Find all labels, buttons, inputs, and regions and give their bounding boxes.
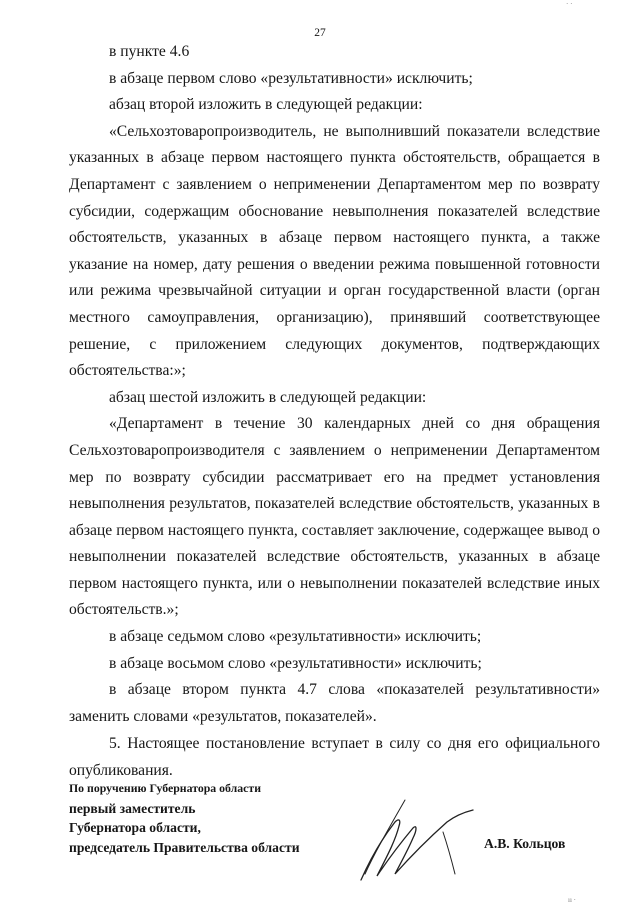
scan-artifact-top: · ·: [566, 0, 573, 8]
paragraph-4: «Сельхозтоваропроизводитель, не выполнивший показатели вследствие указанных в абзаце первом настоящего пункта обстоятельств, обращается в Департамент с заявлением о неприменении Департаментом мер по возврату субсидии, содержащим обоснование невыполнения показателей вследствие обстоятельств, указанных в абзаце первом настоящего пункта, а также указание на номер, дату решения о введении режима повышенной готовности или режима чрезвычайной ситуации и орган государственной власти (орган местного самоуправления, организацию), принявший соответствующее решение, с приложением следующих документов, подтверждающих обстоятельства:»;: [69, 122, 600, 380]
handwritten-signature: [355, 792, 485, 887]
signatory-line-3: Губернатора области,: [69, 820, 201, 835]
paragraph-2: в абзаце первом слово «результативности» исключить;: [109, 69, 473, 87]
paragraph-8: в абзаце восьмом слово «результативности» исключить;: [109, 654, 482, 672]
signatory-title: [69, 779, 300, 857]
paragraph-10: 5. Настоящее постановление вступает в силу со дня его официального опубликования.: [69, 735, 600, 780]
paragraph-6: «Департамент в течение 30 календарных дней со дня обращения Сельхозтоваропроизводителя с заявлением о неприменении Департаментом мер по возврату субсидии рассматривает его на предмет установления невыполнения результатов, показателей вследствие обстоятельств, указанных в абзаце первом настоящего пункта, составляет заключение, содержащее вывод о невыполнении показателей вследствие обстоятельств, указанных в абзаце первом настоящего пункта, или о невыполнении показателей вследствие иных обстоятельств.»;: [69, 415, 600, 619]
signatory-line-2: первый заместитель: [69, 800, 196, 816]
document-body: [69, 39, 600, 785]
signatory-line-1: По поручению Губернатора области: [69, 781, 261, 795]
page-number: 27: [314, 27, 326, 39]
paragraph-7: в абзаце седьмом слово «результативности» исключить;: [109, 628, 482, 646]
signer-name: А.В. Кольцов: [484, 836, 566, 851]
signatory-line-4: председатель Правительства области: [69, 839, 300, 855]
paragraph-1: в пункте 4.6: [109, 43, 190, 60]
paragraph-5: абзац шестой изложить в следующей редакции:: [109, 388, 427, 406]
scan-artifact-bottom: ıı ·: [568, 896, 576, 904]
paragraph-3: абзац второй изложить в следующей редакции:: [109, 96, 423, 114]
paragraph-9: в абзаце втором пункта 4.7 слова «показателей результативности» заменить словами «результатов, показателей».: [69, 681, 600, 725]
